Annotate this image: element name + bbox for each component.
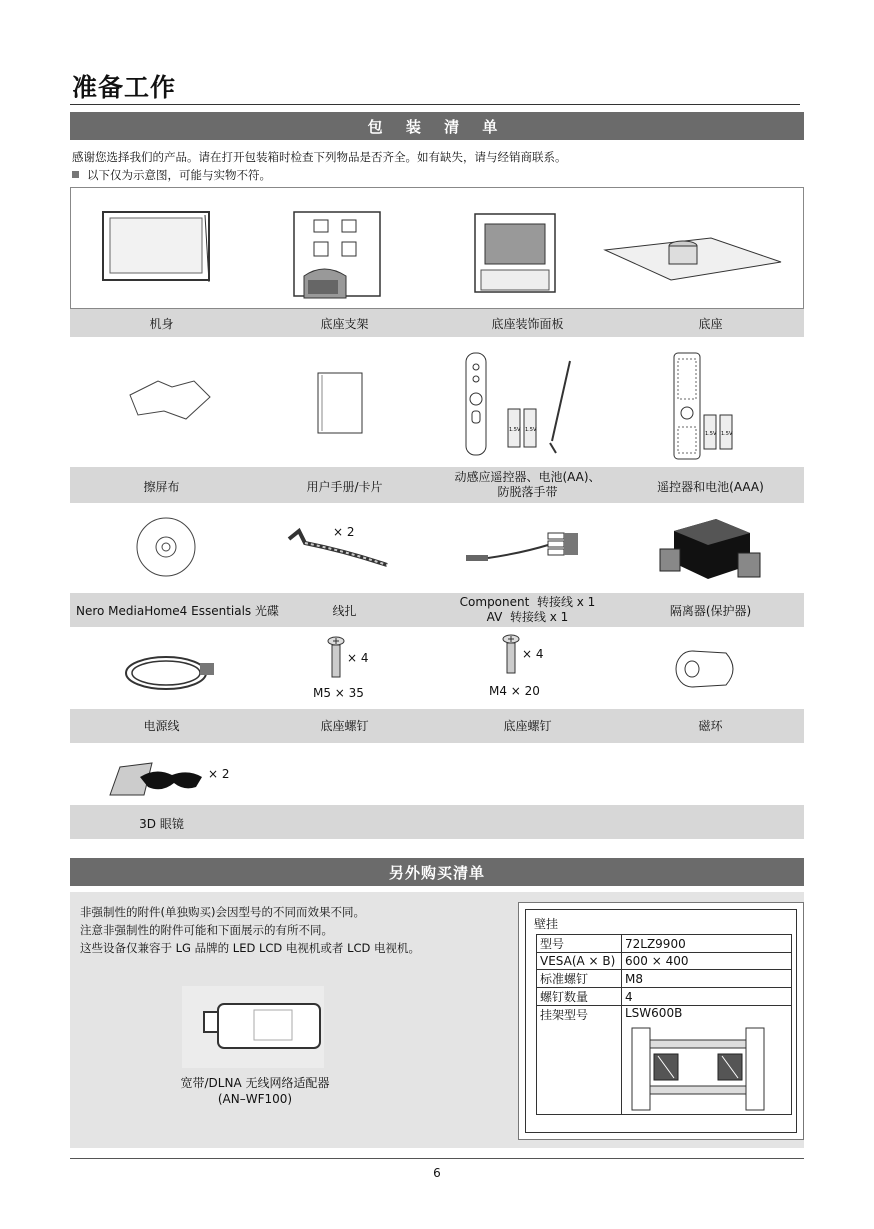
wall-bracket-icon: [628, 1026, 768, 1112]
row-label-band: [70, 593, 804, 627]
spec-key: 螺钉数量: [537, 988, 622, 1006]
spec-value: LSW600B: [625, 1006, 683, 1020]
row-image-band: [70, 503, 804, 593]
spec-value-cell: [622, 1006, 792, 1115]
spec-key: 标准螺钉: [537, 970, 622, 988]
item-label: 底座装饰面板: [491, 317, 564, 331]
spec-value: 4: [622, 988, 792, 1006]
optional-accessories-box: [70, 892, 804, 1148]
item-label: 底座: [698, 317, 723, 331]
row-image-band: [70, 627, 804, 709]
item-label: 遥控器和电池(AAA): [657, 480, 764, 494]
ferrite-core-icon: [670, 645, 742, 693]
spec-row: [537, 970, 792, 988]
quantity-label: × 2: [333, 525, 355, 539]
bottom-divider: [70, 1158, 804, 1159]
wall-mount-frame: [525, 909, 797, 1133]
screw-icon: [325, 635, 347, 681]
optional-note: 这些设备仅兼容于 LG 品牌的 LED LCD 电视机或者 LCD 电视机。: [80, 941, 421, 955]
row-label-band: [70, 309, 804, 337]
adapter-model: (AN–WF100): [217, 1092, 293, 1106]
quantity-label: × 4: [522, 647, 544, 661]
stand-base-icon: [601, 234, 786, 282]
optional-note: 非强制性的附件(单独购买)会因型号的不同而效果不同。: [80, 905, 365, 919]
3d-glasses-icon: [106, 755, 206, 799]
intro-text: 感谢您选择我们的产品。请在打开包装箱时检查下列物品是否齐全。如有缺失，请与经销商联系。: [72, 150, 567, 164]
package-contents-grid: [70, 187, 804, 839]
spec-key: 型号: [537, 935, 622, 953]
wall-mount-panel: [518, 902, 804, 1140]
item-label: 用户手册/卡片: [306, 480, 383, 494]
screw-icon: [500, 633, 522, 679]
row-label-band: [70, 467, 804, 503]
stand-cover-icon: [469, 210, 561, 300]
item-label: 磁环: [698, 719, 723, 733]
item-label: 电源线: [143, 719, 180, 733]
screw-size-label: M4 × 20: [489, 684, 540, 698]
row-image-band: [70, 743, 804, 805]
spec-key: 挂架型号: [537, 1006, 622, 1115]
adapter-image: [182, 986, 324, 1068]
section-header-optional: 另外购买清单: [70, 858, 804, 886]
square-bullet-icon: [72, 171, 79, 178]
spec-value: M8: [622, 970, 792, 988]
tv-body-icon: [101, 210, 213, 286]
battery-label: 1.5V: [721, 431, 733, 437]
row-image-band: [70, 187, 804, 309]
item-label: 底座螺钉: [320, 719, 369, 733]
spec-value: 72LZ9900: [622, 935, 792, 953]
note-text: 以下仅为示意图，可能与实物不符。: [87, 168, 271, 182]
cd-disc-icon: [134, 515, 198, 579]
battery-label: 1.5V: [509, 427, 521, 433]
wifi-adapter-icon: [182, 986, 324, 1068]
standard-remote-icon: [670, 351, 760, 463]
adapter-label: 宽带/DLNA 无线网络适配器: [180, 1076, 330, 1090]
spec-row: [537, 1006, 792, 1115]
battery-label: 1.5V: [705, 431, 717, 437]
av-component-cable-icon: [462, 525, 588, 571]
magic-remote-icon: [460, 351, 580, 463]
item-label: 机身: [149, 317, 174, 331]
item-label: Component 转接线 x 1 AV 转接线 x 1: [459, 595, 596, 624]
row-label-band: [70, 709, 804, 743]
section-header-package: 包 装 清 单: [70, 112, 804, 140]
isolator-icon: [658, 513, 764, 587]
item-label: 动感应遥控器、电池(AA)、 防脱落手带: [454, 470, 601, 499]
spec-value: 600 × 400: [622, 953, 792, 970]
quantity-label: × 4: [347, 651, 369, 665]
screw-size-label: M5 × 35: [313, 686, 364, 700]
item-label: 擦屏布: [143, 480, 180, 494]
cleaning-cloth-icon: [124, 375, 214, 425]
spec-row: [537, 953, 792, 970]
item-label: 底座螺钉: [503, 719, 552, 733]
item-label: 3D 眼镜: [139, 817, 184, 831]
wall-mount-spec-table: [536, 934, 792, 1115]
optional-note: 注意非强制性的附件可能和下面展示的有所不同。: [80, 923, 333, 937]
item-label: 底座支架: [320, 317, 369, 331]
wall-mount-title: 壁挂: [534, 917, 559, 931]
note-line: [72, 167, 271, 183]
battery-label: 1.5V: [525, 427, 537, 433]
row-label-band: [70, 805, 804, 839]
spec-row: [537, 935, 792, 953]
user-manual-icon: [316, 371, 366, 437]
item-label: 隔离器(保护器): [669, 604, 752, 618]
power-cord-icon: [120, 643, 218, 697]
row-image-band: [70, 337, 804, 467]
page-number: 6: [433, 1166, 441, 1180]
spec-key: VESA(A × B): [537, 953, 622, 970]
stand-bracket-icon: [284, 206, 388, 304]
page-title: 准备工作: [72, 73, 177, 102]
item-label: 线扎: [332, 604, 357, 618]
quantity-label: × 2: [208, 767, 230, 781]
title-divider: [70, 104, 800, 105]
item-label: Nero MediaHome4 Essentials 光碟: [76, 604, 279, 618]
spec-row: [537, 988, 792, 1006]
